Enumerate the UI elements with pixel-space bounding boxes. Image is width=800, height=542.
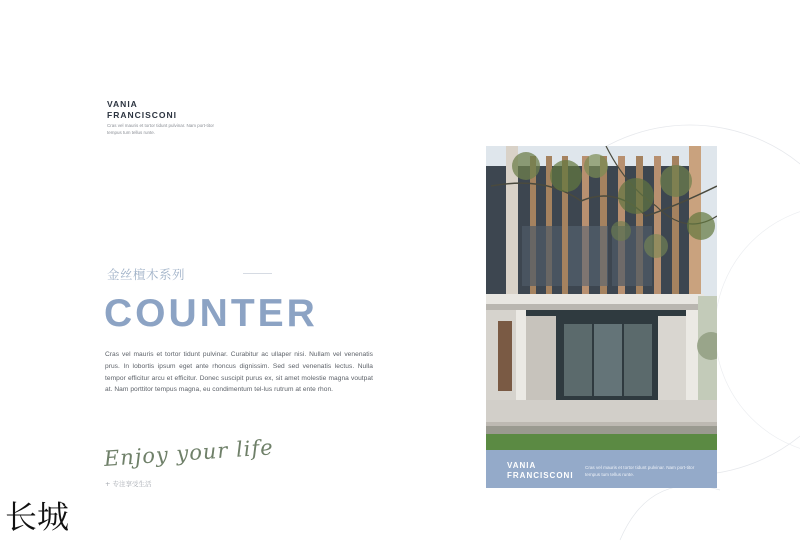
photo-caption — [486, 450, 717, 488]
building-illustration — [486, 146, 717, 450]
brand-name: VANIA FRANCISCONI — [107, 99, 178, 120]
brand-description: Cras vel mauris et tortor tidunt pulvinar. Nam port-titor tempus tum tellus runte. — [107, 123, 215, 135]
series-divider — [243, 273, 272, 274]
brand-block — [107, 99, 237, 136]
caption-brand-name: VANIA FRANCISCONI — [507, 461, 574, 480]
body-paragraph: Cras vel mauris et tortor tidunt pulvinar. Curabitur ac ullaper nisi. Nullam vel venenatis prus. In lobortis ipsum eget ante rhoncus dignissim. Sed sed venenatis lectus. Nulla tempor efficitur arcu et efficitur. Donec suscipit purus ex, sit amet molestie magna voutpat at. Nam porttitor tempus magna, eu condimentum tel-lus rutrum at ente rhon. — [105, 351, 373, 394]
building-photo — [486, 146, 717, 450]
script-slogan: Enjoy your life — [103, 435, 275, 471]
page-title: COUNTER — [104, 292, 318, 335]
tagline: + 专注享受生活 — [105, 480, 152, 488]
caption-description: Cras vel mauris et tortor tidunt pulvinar. Nam port-titor tempus tum tellus runte. — [585, 465, 695, 477]
series-label: 金丝檀木系列 — [107, 267, 186, 282]
watermark-text: 长城 — [5, 498, 70, 536]
